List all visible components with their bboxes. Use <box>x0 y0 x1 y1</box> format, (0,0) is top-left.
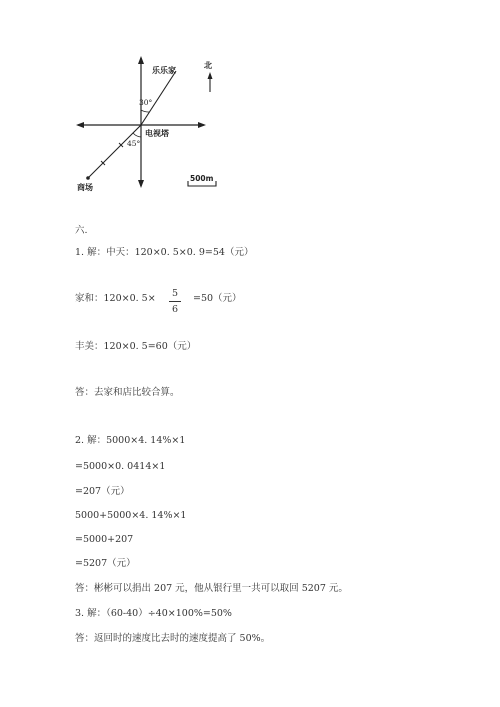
q1-line-2 <box>75 294 156 304</box>
q1-line-2-prefix: 家和：120×0. 5× <box>75 293 156 304</box>
fraction-five-sixths <box>172 288 179 315</box>
angle-30-label: 30° <box>139 98 153 107</box>
q3-answer: 答：返回时的速度比去时的速度提高了 50%。 <box>75 633 271 644</box>
fraction-bar <box>169 301 181 302</box>
q1-line-3: 丰美：120×0. 5=60（元） <box>75 341 197 352</box>
q1-line-2-result: =50（元） <box>193 293 242 304</box>
angle-arc-30 <box>141 110 149 112</box>
south-arrow <box>138 180 144 188</box>
north-indicator-arrow <box>208 72 213 79</box>
angle-arc-45 <box>133 133 141 137</box>
q1-line-1: 1. 解：中天：120×0. 5×0. 9=54（元） <box>75 247 254 258</box>
q1-answer: 答：去家和店比较合算。 <box>75 387 180 398</box>
angle-45-label: 45° <box>127 139 141 148</box>
q2-line-6: =5207（元） <box>75 558 136 569</box>
scale-label: 500m <box>190 174 214 183</box>
mall-point <box>86 176 90 180</box>
north-label: 北 <box>204 61 212 70</box>
q2-answer: 答：彬彬可以捐出 207 元，他从银行里一共可以取回 5207 元。 <box>75 583 348 594</box>
q2-line-3: =207（元） <box>75 486 130 497</box>
section-title: 六. <box>75 225 88 236</box>
q2-line-4: 5000+5000×4. 14%×1 <box>75 510 187 521</box>
mall-label: 商场 <box>77 183 93 192</box>
tv-tower-label: 电视塔 <box>145 129 169 138</box>
line-to-mall <box>88 125 141 178</box>
q2-line-2: =5000×0. 0414×1 <box>75 461 166 472</box>
fraction-denominator: 6 <box>172 304 179 315</box>
q2-line-1: 2. 解：5000×4. 14%×1 <box>75 435 186 446</box>
east-arrow <box>198 122 206 128</box>
fraction-numerator: 5 <box>172 288 179 299</box>
north-arrow <box>138 56 144 64</box>
position-diagram <box>0 0 500 220</box>
west-arrow <box>76 122 84 128</box>
lele-home-label: 乐乐家 <box>152 66 176 75</box>
q2-line-5: =5000+207 <box>75 534 134 545</box>
q3-line-1: 3. 解：（60-40）÷40×100%=50% <box>75 608 232 619</box>
